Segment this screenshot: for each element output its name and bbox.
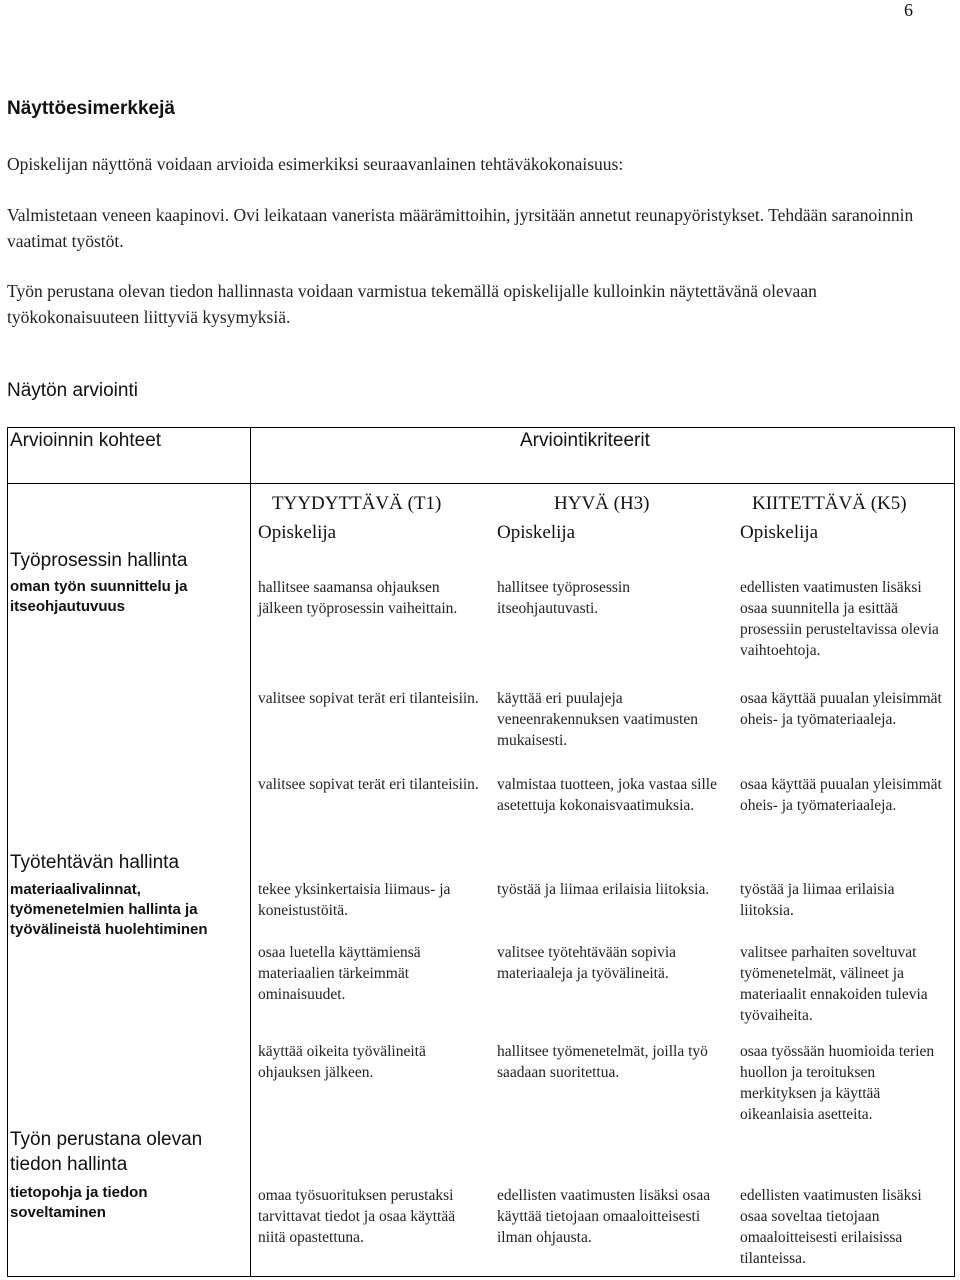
student-label-t1: Opiskelija — [258, 522, 337, 543]
target-process — [10, 548, 246, 617]
criteria-cell: valmistaa tuotteen, joka vastaa sille asetettuja kokonaisvaatimuksia. — [497, 776, 717, 814]
target-knowledge — [10, 1127, 246, 1223]
header-criteria: Arviointikriteerit — [520, 430, 650, 451]
criteria-cell: hallitsee työprosessin itseohjautuvasti. — [497, 579, 631, 617]
criteria-cell: edellisten vaatimusten lisäksi osaa käyttää tietojaan omaaloitteisesti ilman ohjausta. — [497, 1187, 711, 1246]
criteria-cell: osaa käyttää puualan yleisimmät oheis- ja työmateriaaleja. — [740, 776, 942, 814]
target-title: Työtehtävän hallinta — [10, 852, 180, 873]
target-subtitle: materiaalivalinnat, työmenetelmien hallinta ja työvälineistä huolehtiminen — [10, 881, 208, 938]
section-title: Näytön arviointi — [7, 380, 138, 401]
level-t1: TYYDYTTÄVÄ (T1) — [272, 493, 442, 514]
level-k5: KIITETTÄVÄ (K5) — [752, 493, 907, 514]
target-task — [10, 850, 246, 940]
criteria-cell: käyttää oikeita työvälineitä ohjauksen jälkeen. — [258, 1043, 426, 1081]
table-divider — [250, 427, 251, 1277]
task-paragraph: Valmistetaan veneen kaapinovi. Ovi leikataan vanerista määrämittoihin, jyrsitään annetut reunapyöristykset. Tehdään saranoinnin vaatimat työstöt. — [7, 205, 914, 251]
target-subtitle: oman työn suunnittelu ja itseohjautuvuus — [10, 578, 188, 615]
target-title: Työprosessin hallinta — [10, 550, 188, 571]
criteria-cell: osaa työssään huomioida terien huollon ja teroituksen merkityksen ja käyttää oikeanlaisia asetteita. — [740, 1043, 935, 1123]
header-targets: Arvioinnin kohteet — [10, 430, 162, 451]
level-h3: HYVÄ (H3) — [554, 493, 650, 514]
criteria-cell: edellisten vaatimusten lisäksi osaa soveltaa tietojaan omaaloitteisesti erilaisissa tilanteissa. — [740, 1187, 922, 1267]
knowledge-paragraph: Työn perustana olevan tiedon hallinnasta voidaan varmistua tekemällä opiskelijalle kulloinkin näytettävänä olevaan työkokonaisuuteen liittyviä kysymyksiä. — [7, 281, 817, 327]
criteria-cell: valitsee sopivat terät eri tilanteisiin. — [258, 690, 479, 707]
target-title: Työn perustana olevan tiedon hallinta — [10, 1129, 203, 1175]
criteria-cell: valitsee työtehtävään sopivia materiaaleja ja työvälineitä. — [497, 944, 677, 982]
criteria-cell: omaa työsuorituksen perustaksi tarvittavat tiedot ja osaa käyttää niitä opastettuna. — [258, 1187, 456, 1246]
criteria-cell: osaa käyttää puualan yleisimmät oheis- ja työmateriaaleja. — [740, 690, 942, 728]
table-header-divider — [7, 483, 955, 484]
criteria-cell: hallitsee työmenetelmät, joilla työ saadaan suoritettua. — [497, 1043, 708, 1081]
criteria-cell: valitsee sopivat terät eri tilanteisiin. — [258, 776, 479, 793]
criteria-cell: tekee yksinkertaisia liimaus- ja koneistustöitä. — [258, 881, 451, 919]
student-label-h3: Opiskelija — [497, 522, 576, 543]
student-label-k5: Opiskelija — [740, 522, 819, 543]
target-subtitle: tietopohja ja tiedon soveltaminen — [10, 1184, 148, 1221]
criteria-cell: hallitsee saamansa ohjauksen jälkeen työprosessin vaiheittain. — [258, 579, 458, 617]
page-heading: Näyttöesimerkkejä — [7, 98, 175, 119]
criteria-cell: työstää ja liimaa erilaisia liitoksia. — [497, 881, 710, 898]
criteria-cell: työstää ja liimaa erilaisia liitoksia. — [740, 881, 895, 919]
criteria-cell: käyttää eri puulajeja veneenrakennuksen vaatimusten mukaisesti. — [497, 690, 698, 749]
intro-paragraph: Opiskelijan näyttönä voidaan arvioida esimerkiksi seuraavanlainen tehtäväkokonaisuus: — [7, 154, 624, 174]
page-number: 6 — [904, 0, 913, 20]
criteria-cell: edellisten vaatimusten lisäksi osaa suunnitella ja esittää prosessiin perusteltavissa olevia vaihtoehtoja. — [740, 579, 939, 659]
criteria-cell: osaa luetella käyttämiensä materiaalien tärkeimmät ominaisuudet. — [258, 944, 421, 1003]
criteria-cell: valitsee parhaiten soveltuvat työmenetelmät, välineet ja materiaalit ennakoiden tulevia työvaiheita. — [740, 944, 928, 1024]
